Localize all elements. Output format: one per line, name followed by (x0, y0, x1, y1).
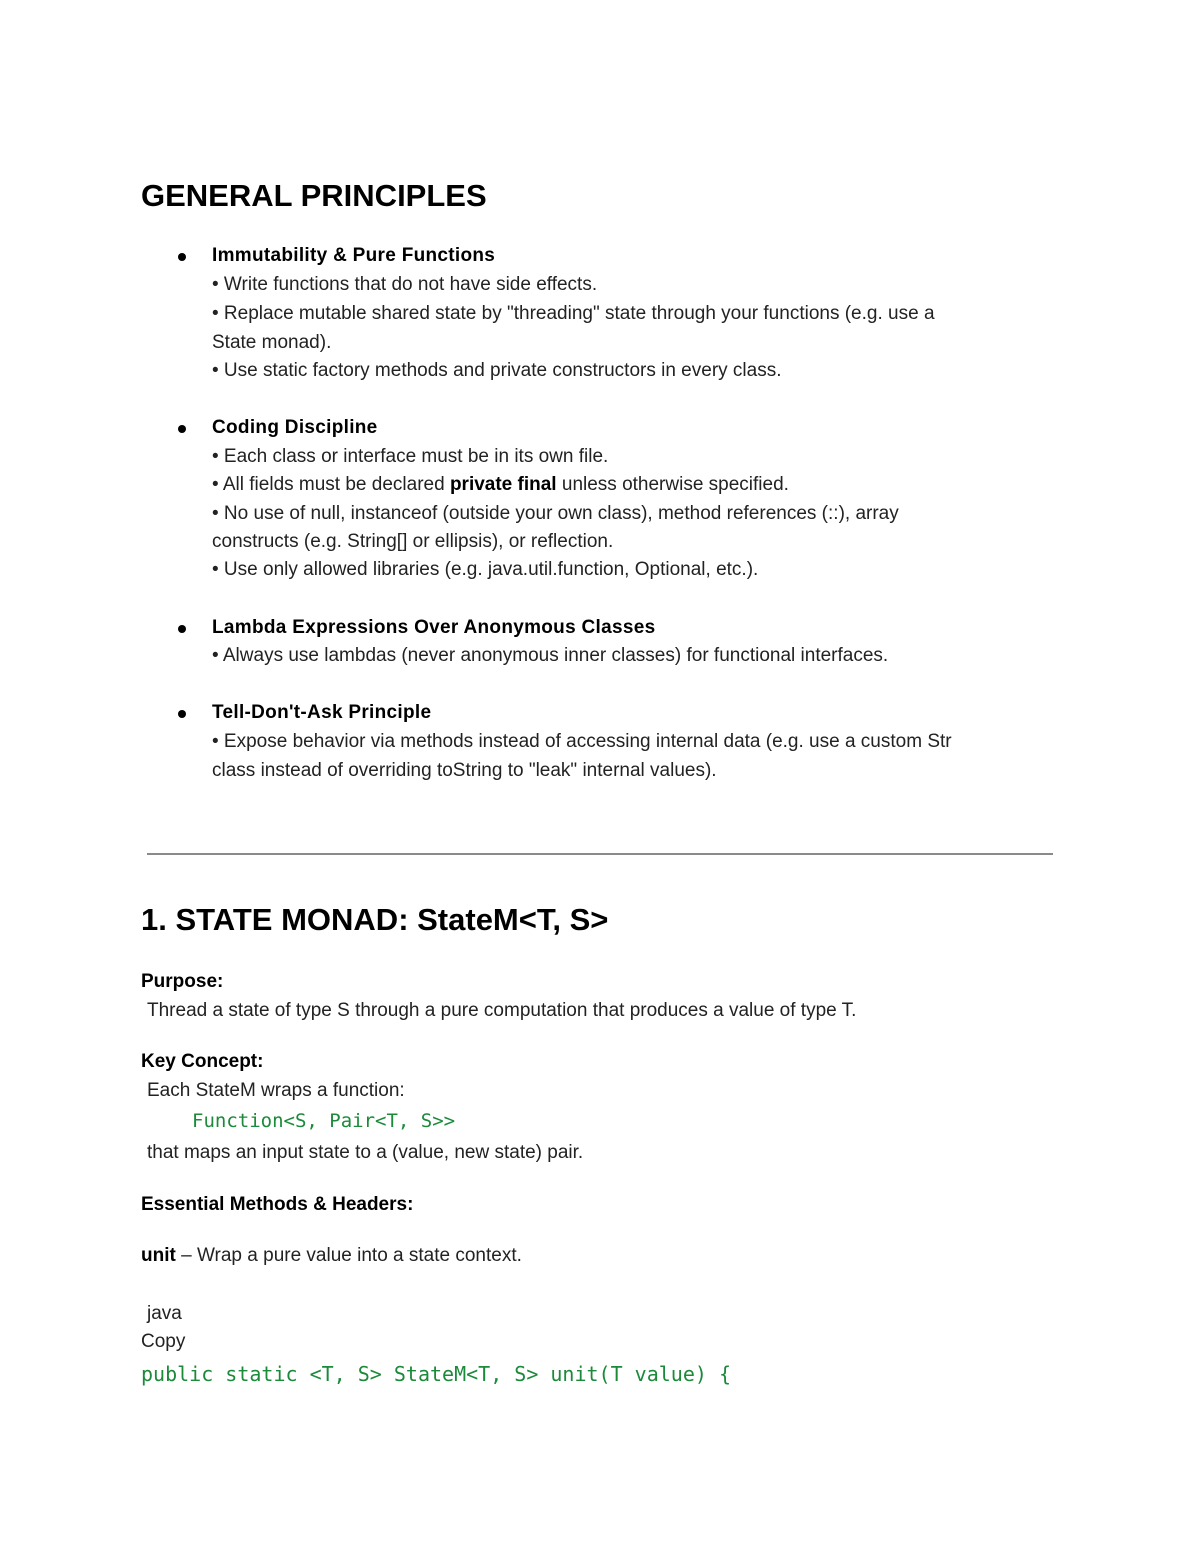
copy-button[interactable]: Copy (141, 1331, 186, 1352)
principle-heading: Coding Discipline (212, 417, 378, 438)
bullet-dot (178, 253, 186, 261)
principle-line: • No use of null, instanceof (outside your own class), method references (::), array (212, 503, 899, 524)
principle-line: class instead of overriding toString to "leak" internal values). (212, 760, 717, 781)
key-concept-code: Function<S, Pair<T, S>> (192, 1110, 456, 1132)
key-concept-label: Key Concept: (141, 1051, 264, 1072)
key-concept-after: that maps an input state to a (value, new state) pair. (147, 1142, 584, 1163)
purpose-label: Purpose: (141, 971, 224, 992)
horizontal-divider (147, 853, 1053, 855)
principle-heading: Lambda Expressions Over Anonymous Classes (212, 617, 656, 638)
principle-heading: Immutability & Pure Functions (212, 245, 496, 266)
code-language-label: java (147, 1303, 182, 1324)
principle-heading: Tell-Don't-Ask Principle (212, 702, 432, 723)
code-line: public static <T, S> StateM<T, S> unit(T value) { (141, 1362, 732, 1386)
general-principles-title: GENERAL PRINCIPLES (141, 178, 487, 213)
unit-description (141, 1245, 522, 1267)
principle-line: State monad). (212, 332, 332, 353)
unit-desc: – Wrap a pure value into a state context. (175, 1245, 522, 1266)
unit-name: unit (141, 1245, 176, 1266)
principle-line: • Write functions that do not have side effects. (212, 274, 598, 295)
line-prefix: • All fields must be declared (212, 474, 450, 495)
section-title: 1. STATE MONAD: StateM<T, S> (141, 902, 609, 937)
principle-line: • Use static factory methods and private constructors in every class. (212, 360, 782, 381)
principle-line: • Each class or interface must be in its own file. (212, 446, 609, 467)
principle-line: • Use only allowed libraries (e.g. java.util.function, Optional, etc.). (212, 559, 759, 580)
principle-line: constructs (e.g. String[] or ellipsis), or reflection. (212, 531, 614, 552)
principle-line: • Always use lambdas (never anonymous inner classes) for functional interfaces. (212, 645, 889, 666)
line-suffix: unless otherwise specified. (556, 474, 789, 495)
bullet-dot (178, 710, 186, 718)
key-concept-text: Each StateM wraps a function: (147, 1080, 405, 1101)
principle-line: • Replace mutable shared state by "threading" state through your functions (e.g. use a (212, 303, 935, 324)
purpose-text: Thread a state of type S through a pure computation that produces a value of type T. (147, 1000, 857, 1021)
bullet-dot (178, 425, 186, 433)
principle-line: • Expose behavior via methods instead of accessing internal data (e.g. use a custom Str (212, 731, 952, 752)
methods-label: Essential Methods & Headers: (141, 1194, 414, 1215)
principle-line (212, 474, 789, 496)
bullet-dot (178, 625, 186, 633)
bold-phrase: private final (449, 474, 557, 495)
